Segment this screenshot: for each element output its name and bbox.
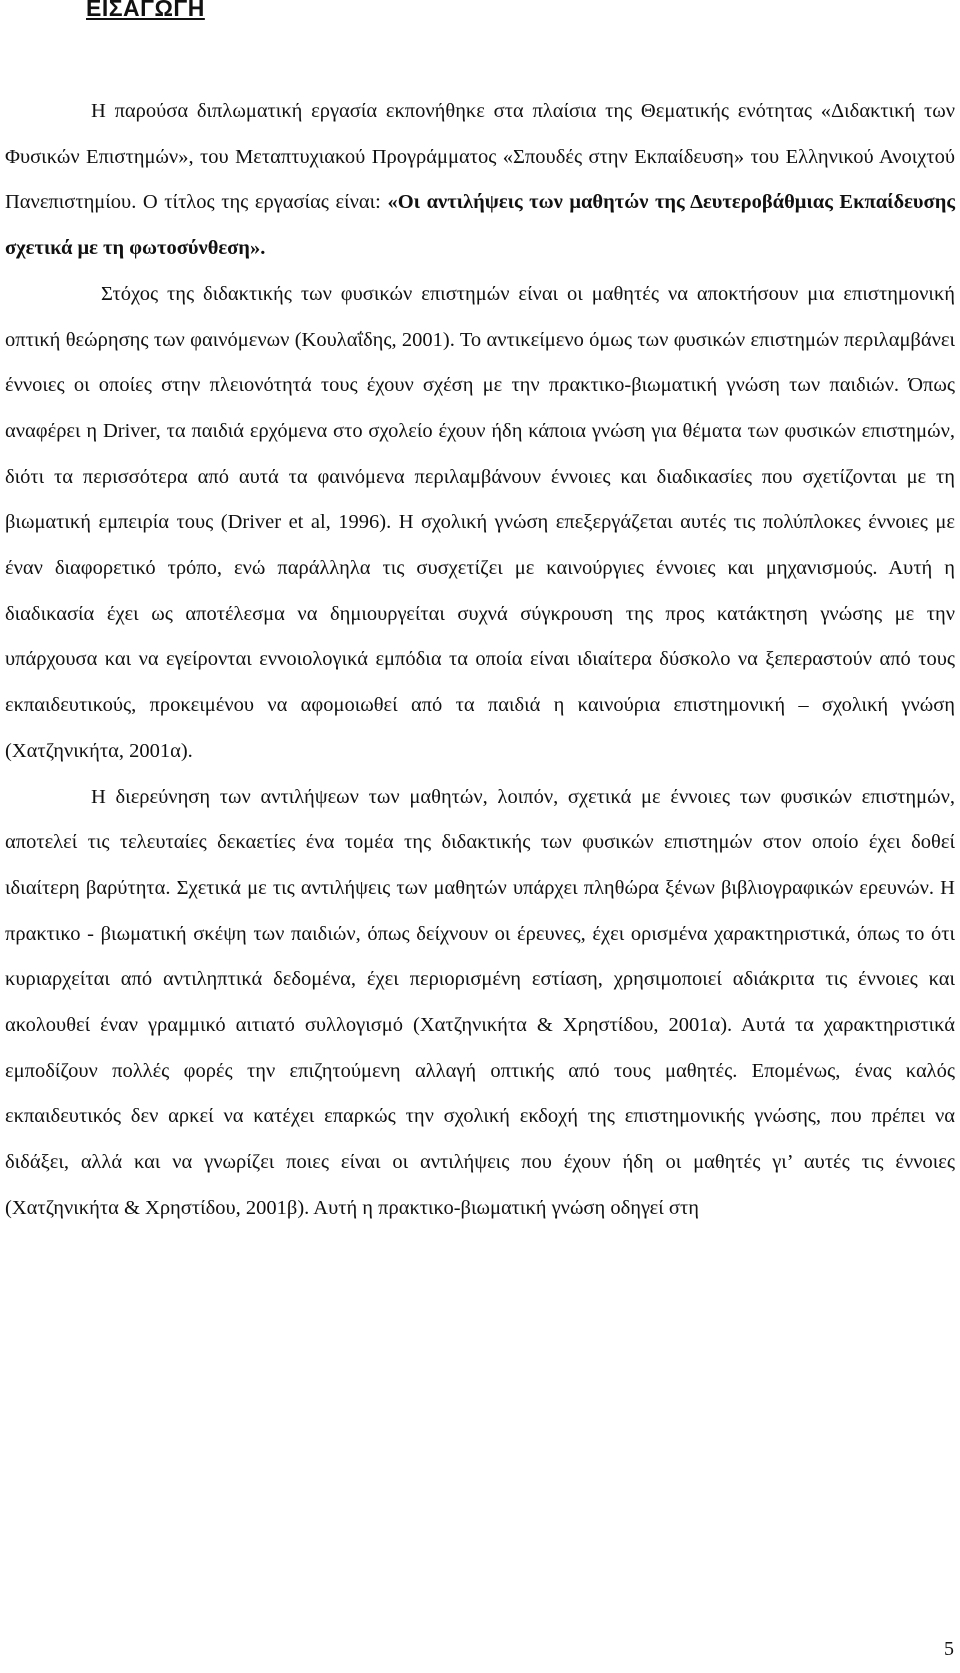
section-heading: ΕΙΣΑΓΩΓΗ (86, 0, 205, 21)
paragraph-objectives: Στόχος της διδακτικής των φυσικών επιστημών είναι οι μαθητές να αποκτήσουν μια επιστημονική οπτική θεώρησης των φαινόμενων (Κουλαΐδης, 2001). Το αντικείμενο όμως των φυσικών επιστημών περιλαμβάνει έννοιες οι οποίες στην πλειονότητά τους έχουν σχέση με την πρακτικο-βιωματική γνώση των παιδιών. Όπως αναφέρει η Driver, τα παιδιά ερχόμενα στο σχολείο έχουν ήδη κάποια γνώση για θέματα των φυσικών επιστημών, διότι τα περισσότερα από αυτά τα φαινόμενα περιλαμβάνουν έννοιες και διαδικασίες που σχετίζονται με τη βιωματική εμπειρία τους (Driver et al, 1996). Η σχολική γνώση επεξεργάζεται αυτές τις πολύπλοκες έννοιες με έναν διαφορετικό τρόπο, ενώ παράλληλα τις συσχετίζει με καινούργιες έννοιες και μηχανισμούς. Αυτή η διαδικασία έχει ως αποτέλεσμα να δημιουργείται συχνά σύγκρουση της προς κατάκτηση γνώσης με την υπάρχουσα και να εγείρονται εννοιολογικά εμπόδια τα οποία είναι ιδιαίτερα δύσκολο να ξεπεραστούν από τους εκπαιδευτικούς, προκειμένου να αφομοιωθεί από τα παιδιά η καινούρια επιστημονική – σχολική γνώση (Χατζηνικήτα, 2001α). (5, 282, 955, 762)
body-text (5, 89, 955, 1232)
intro-text: Η παρούσα διπλωματική εργασία εκπονήθηκε στα πλαίσια της Θεματικής ενότητας «Διδακτική των Φυσικών Επιστημών», του Μεταπτυχιακού Προγράμματος «Σπουδές στην Εκπαίδευση» του Ελληνικού Ανοιχτού Πανεπιστημίου. Ο τίτλος της εργασίας είναι: (5, 100, 955, 214)
page-number: 5 (944, 1638, 954, 1660)
thesis-title: «Οι αντιλήψεις των μαθητών της Δευτεροβάθμιας Εκπαίδευσης σχετικά με τη φωτοσύνθεση». (5, 191, 955, 260)
paragraph-intro (5, 89, 955, 272)
paragraph-research: Η διερεύνηση των αντιλήψεων των μαθητών, λοιπόν, σχετικά με έννοιες των φυσικών επιστημών, αποτελεί τις τελευταίες δεκαετίες ένα τομέα της διδακτικής των φυσικών επιστημών στον οποίο έχει δοθεί ιδιαίτερη βαρύτητα. Σχετικά με τις αντιλήψεις των μαθητών υπάρχει πληθώρα ξένων βιβλιογραφικών ερευνών. Η πρακτικο - βιωματική σκέψη των παιδιών, όπως δείχνουν οι έρευνες, έχει ορισμένα χαρακτηριστικά, όπως το ότι κυριαρχείται από αντιληπτικά δεδομένα, έχει περιορισμένη εστίαση, χρησιμοποιεί αδιάκριτα τις έννοιες και ακολουθεί έναν γραμμικό αιτιατό συλλογισμό (Χατζηνικήτα & Χρηστίδου, 2001α). Αυτά τα χαρακτηριστικά εμποδίζουν πολλές φορές την επιζητούμενη αλλαγή οπτικής από τους μαθητές. Επομένως, ένας καλός εκπαιδευτικός δεν αρκεί να κατέχει επαρκώς την σχολική εκδοχή της επιστημονικής γνώσης, που πρέπει να διδάξει, αλλά και να γνωρίζει ποιες είναι οι αντιλήψεις που έχουν ήδη οι μαθητές γι’ αυτές τις έννοιες (Χατζηνικήτα & Χρηστίδου, 2001β). Αυτή η πρακτικο-βιωματική γνώση οδηγεί στη (5, 785, 955, 1219)
